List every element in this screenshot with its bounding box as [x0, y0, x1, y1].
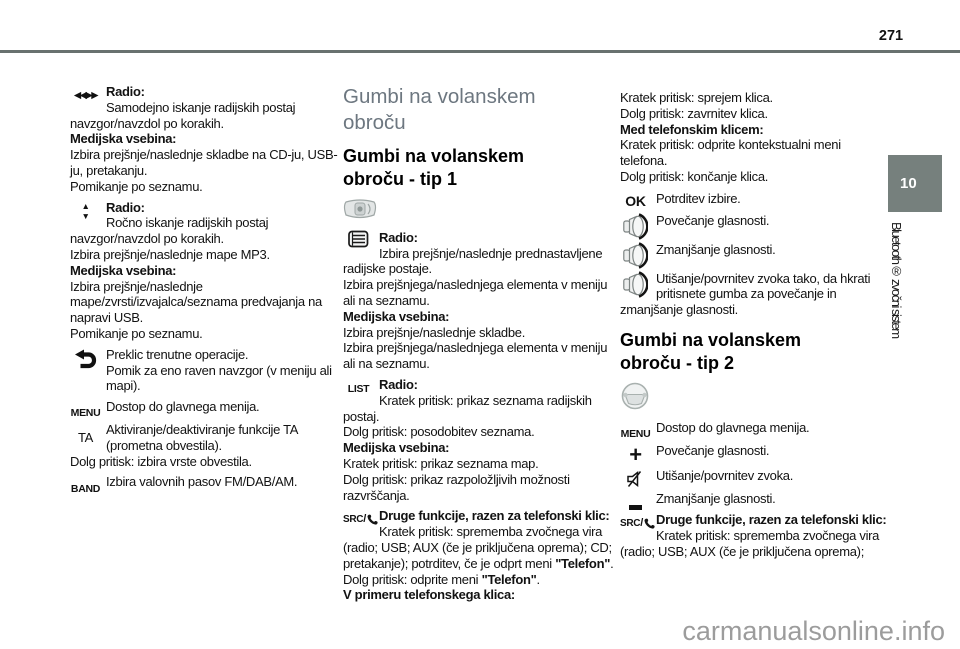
text-line	[343, 277, 615, 309]
text-segment: V primeru telefonskega klica:	[343, 587, 515, 603]
text-segment: Med telefonskim klicem:	[620, 121, 764, 137]
manual-entry	[620, 491, 887, 507]
manual-entry	[343, 377, 615, 503]
src-phone-button-icon	[620, 512, 651, 540]
text-segment: Kratek pritisk: sprememba zvočnega vira (radio; USB; AUX (če je priključena oprema); CD; pretakanje); potrditev, če je odprt meni	[343, 524, 612, 571]
text-segment: Kratek pritisk: odprite kontekstualni meni telefona.	[620, 137, 841, 169]
text-line	[343, 325, 615, 341]
text-line	[70, 100, 350, 132]
text-line	[620, 420, 887, 436]
text-segment: Dolg pritisk: prikaz razpoložljivih možnosti razvrščanja.	[343, 471, 570, 503]
manual-entry	[70, 347, 350, 394]
text-segment: Preklic trenutne operacije.	[106, 346, 249, 362]
page-number: 271	[878, 28, 904, 44]
src-label: SRC	[620, 518, 641, 530]
subsection-heading: Gumbi na volanskem obroču - tip 1	[343, 146, 525, 189]
text-line	[70, 399, 350, 415]
scroll-arrows-icon: ▲ ▼	[81, 200, 90, 221]
text-line	[343, 524, 615, 571]
text-segment: Ročno iskanje radijskih postaj navzgor/navzdol po korakih.	[70, 215, 269, 247]
text-segment: Pomik za eno raven navzgor (v meniju ali mapi).	[106, 362, 332, 394]
text-line	[70, 347, 350, 363]
text-line	[70, 84, 350, 100]
text-segment: Povečanje glasnosti.	[656, 212, 770, 228]
text-segment: Medijska vsebina:	[343, 440, 450, 456]
text-line	[343, 309, 615, 325]
text-segment: Potrditev izbire.	[656, 190, 741, 206]
manual-entry	[620, 419, 887, 440]
ta-button-icon: TA	[77, 429, 94, 445]
text-line	[343, 393, 615, 425]
volume-minus-icon	[620, 491, 651, 510]
text-line	[343, 340, 615, 372]
text-segment: .	[536, 571, 540, 587]
src-label: SRC	[343, 514, 364, 526]
text-segment: Dolg pritisk: izbira vrste obvestila.	[70, 453, 252, 469]
column-left	[70, 84, 350, 498]
text-segment: Izbira prejšnje/naslednje prednastavljene radijske postaje.	[343, 245, 603, 277]
volume-knob-icon	[620, 242, 651, 271]
text-segment: Dostop do glavnega menija.	[106, 399, 260, 415]
text-segment: Zmanjšanje glasnosti.	[656, 490, 776, 506]
text-segment: Dolg pritisk: zavrnitev klica.	[620, 105, 768, 121]
text-segment: "Telefon"	[481, 571, 537, 587]
menu-button-icon: MENU	[620, 427, 651, 440]
subsection-heading: Gumbi na volanskem obroču - tip 2	[620, 329, 802, 373]
manual-entry	[620, 242, 887, 258]
text-line	[620, 90, 887, 106]
text-line	[70, 263, 350, 279]
text-line	[343, 587, 615, 603]
manual-entry	[620, 512, 887, 559]
text-line	[70, 179, 350, 195]
manual-entry	[620, 441, 887, 467]
text-segment: Radio:	[106, 84, 145, 99]
minus-bar	[629, 505, 642, 510]
text-line	[620, 106, 887, 122]
chapter-side-label: Bluetooth® zvočni sistem	[889, 222, 904, 338]
text-segment: Radio:	[106, 199, 145, 215]
volume-plus-icon: +	[629, 441, 642, 467]
text-segment: Kratek pritisk: sprememba zvočnega vira (radio; USB; AUX (če je priključena oprema);	[620, 528, 880, 559]
text-segment: Samodejno iskanje radijskih postaj navzgor/navzdol po korakih.	[70, 99, 296, 131]
text-segment: Dolg pritisk: posodobitev seznama.	[343, 424, 535, 440]
mute-icon	[620, 468, 651, 491]
text-line	[620, 271, 887, 318]
text-line	[70, 454, 350, 470]
text-segment: Povečanje glasnosti.	[656, 442, 770, 458]
text-line	[620, 242, 887, 258]
text-segment: Radio:	[379, 376, 418, 392]
text-segment: Druge funkcije, razen za telefonski klic:	[379, 508, 610, 524]
manual-entry	[620, 191, 887, 207]
manual-entry	[70, 399, 350, 420]
text-segment: Dostop do glavnega menija.	[656, 419, 810, 435]
text-line	[70, 279, 350, 326]
manual-entry	[343, 230, 615, 372]
manual-entry	[70, 200, 350, 342]
text-line	[343, 230, 615, 246]
text-line	[620, 122, 887, 138]
text-line	[343, 572, 615, 588]
manual-entry	[70, 474, 350, 496]
text-segment: Aktiviranje/deaktiviranje funkcije TA (prometna obvestila).	[106, 421, 298, 453]
text-line	[70, 247, 350, 263]
text-line	[70, 200, 350, 216]
chapter-tab: 10	[888, 155, 942, 212]
volume-knob-icon	[620, 213, 651, 242]
text-segment: Izbira prejšnje/naslednje skladbe.	[343, 324, 526, 340]
manual-entry	[343, 508, 615, 603]
text-line	[70, 326, 350, 342]
text-line	[343, 508, 615, 524]
steering-wheel-type2-icon	[620, 382, 887, 414]
text-segment: Izbira prejšnje/naslednje mape MP3.	[70, 246, 270, 262]
text-segment: Pomikanje po seznamu.	[70, 178, 203, 194]
text-line	[343, 456, 615, 472]
text-segment: Kratek pritisk: prikaz seznama map.	[343, 455, 539, 471]
text-segment: Izbira prejšnje/naslednje mape/zvrsti/izvajalca/seznama predvajanja na napravi USB.	[70, 278, 322, 326]
text-line	[620, 213, 887, 229]
manual-entry	[620, 90, 887, 185]
text-segment: Izbira prejšnjega/naslednjega elementa v meniju ali na seznamu.	[343, 340, 608, 372]
text-segment: Kratek pritisk: sprejem klica.	[620, 90, 773, 105]
manual-entry	[620, 271, 887, 318]
text-line	[70, 474, 350, 490]
text-line	[343, 440, 615, 456]
text-segment: Pomikanje po seznamu.	[70, 325, 203, 341]
text-segment: Medijska vsebina:	[70, 262, 177, 278]
manual-entry	[620, 468, 887, 484]
manual-entry	[70, 84, 350, 195]
text-line	[70, 131, 350, 147]
text-segment: Radio:	[379, 229, 418, 245]
menu-button-icon: MENU	[70, 407, 101, 420]
text-segment: Izbira prejšnje/naslednje skladbe na CD-ju, USB-ju, pretakanju.	[70, 147, 338, 178]
text-segment: Dolg pritisk: končanje klica.	[620, 168, 769, 184]
text-line	[620, 137, 887, 169]
list-button-icon: LIST	[347, 382, 370, 395]
text-line	[620, 169, 887, 185]
text-segment: .	[610, 555, 614, 571]
manual-entry	[620, 213, 887, 229]
text-line	[620, 491, 887, 507]
section-title: Gumbi na volanskem obroču	[343, 85, 536, 134]
manual-entry	[70, 422, 350, 469]
text-line	[343, 424, 615, 440]
text-segment: Dolg pritisk: odprite meni	[343, 571, 482, 587]
text-segment: Zmanjšanje glasnosti.	[656, 241, 776, 257]
text-line	[70, 147, 350, 179]
text-line	[70, 215, 350, 247]
text-line	[620, 443, 887, 459]
text-segment: Medijska vsebina:	[70, 131, 177, 147]
text-line	[620, 468, 887, 484]
text-segment: Medijska vsebina:	[343, 308, 450, 324]
text-line	[343, 472, 615, 504]
steering-wheel-type1-icon	[343, 198, 615, 224]
column-middle	[343, 84, 615, 603]
text-line	[70, 422, 350, 454]
column-right	[620, 84, 887, 560]
text-segment: "Telefon"	[555, 555, 611, 571]
text-segment: Utišanje/povrnitev zvoka.	[656, 467, 794, 483]
text-segment: Izbira prejšnjega/naslednjega elementa v meniju ali na seznamu.	[343, 277, 608, 308]
back-arrow-icon	[70, 347, 101, 379]
text-line	[70, 363, 350, 395]
volume-knob-icon	[620, 271, 651, 300]
text-line	[620, 512, 887, 528]
text-segment: Druge funkcije, razen za telefonski klic:	[656, 512, 887, 528]
watermark: carmanualsonline.info	[682, 616, 945, 646]
src-phone-button-icon	[343, 508, 374, 536]
slash-separator: /	[640, 517, 643, 530]
ok-button-icon: OK	[625, 192, 646, 209]
text-segment: Utišanje/povrnitev zvoka tako, da hkrati pritisnete gumba za povečanje in zmanjšanje glasnosti.	[620, 270, 871, 318]
text-line	[620, 191, 887, 207]
text-line	[343, 377, 615, 393]
seek-tracks-icon: ◀◀▶▶	[73, 90, 98, 101]
text-line	[343, 246, 615, 278]
text-line	[620, 528, 887, 560]
undefined	[343, 230, 374, 248]
text-segment: Kratek pritisk: prikaz seznama radijskih postaj.	[343, 392, 592, 424]
band-button-icon: BAND	[70, 483, 101, 496]
text-segment: Izbira valovnih pasov FM/DAB/AM.	[106, 474, 298, 490]
slash-separator: /	[363, 513, 366, 526]
header-rule	[0, 50, 960, 53]
